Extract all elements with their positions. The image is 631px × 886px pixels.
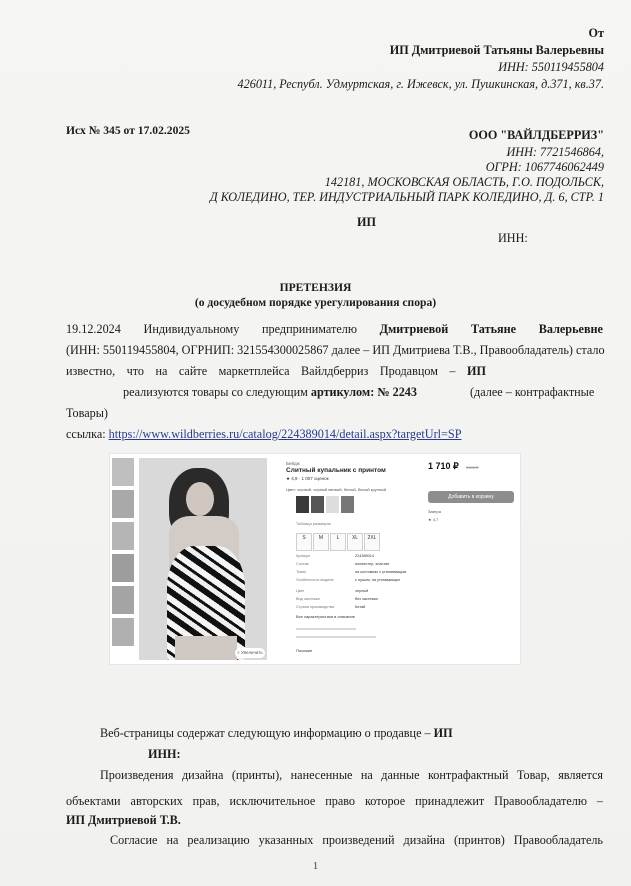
size-option[interactable]: S <box>296 533 312 551</box>
color-line: Цвет: черный, черный мелкий, белый, белый крупный <box>286 487 387 492</box>
color-swatch[interactable] <box>341 496 354 513</box>
seller-ip-inline: ИП <box>433 726 453 740</box>
text-word: известно, <box>66 364 116 378</box>
model-legs <box>175 636 237 660</box>
rightholder-name: Татьяне <box>470 322 517 336</box>
zoom-icon: ⌕ <box>237 650 240 655</box>
link-label: ссылка: <box>66 427 106 441</box>
text-word: Товар, <box>516 768 550 782</box>
text-word: Индивидуальному <box>143 322 240 336</box>
text-word: нанесенные <box>290 768 353 782</box>
all-specs-link[interactable]: Все характеристики и описание <box>296 614 355 619</box>
old-price: 1985 ₽ <box>466 465 479 470</box>
text-run: реализуются товары со следующим <box>123 385 308 399</box>
model-face <box>186 482 214 516</box>
recipient-name: ООО "ВАЙЛДБЕРРИЗ" <box>468 128 604 142</box>
text-word: Произведения <box>100 768 174 782</box>
spec-label: Артикул <box>296 554 311 558</box>
sender-inn: ИНН: 550119455804 <box>498 60 604 74</box>
text-word: сайте <box>178 364 208 378</box>
spec-label: Особенности модели <box>296 578 334 582</box>
product-link[interactable]: https://www.wildberries.ru/catalog/224389014/detail.aspx?targetUrl=SP <box>108 427 462 441</box>
spec-label: Страна производства <box>296 605 335 609</box>
seller-ip-inline: ИП <box>466 364 486 378</box>
recipient-inn: ИНН: 7721546864, <box>506 145 604 159</box>
gallery-thumbnail[interactable] <box>112 554 134 582</box>
spec-value: 224389014 <box>355 554 375 558</box>
text-word: – <box>449 364 456 378</box>
size-option[interactable]: M <box>313 533 329 551</box>
product-photo[interactable] <box>139 458 267 660</box>
rating[interactable]: ★ 4,9 · 1 007 оценок <box>286 476 329 481</box>
from-label: От <box>588 26 604 40</box>
similar-link[interactable]: Похожие <box>296 648 313 653</box>
paragraph-1-line-4 <box>123 385 417 400</box>
paragraph-4: Согласие на реализацию указанных произведений дизайна (принтов) Правообладатель <box>110 833 603 847</box>
color-swatch[interactable] <box>326 496 339 513</box>
text-word: Вайлдберриз <box>301 364 369 378</box>
zoom-label: Увеличить <box>241 650 263 655</box>
article-number: № 2243 <box>377 385 417 399</box>
spec-value: на костомках с утягивающим <box>355 570 407 574</box>
seller-inn: ИНН: <box>498 231 528 245</box>
text-word: контрафактный <box>427 768 509 782</box>
size-option[interactable]: L <box>330 533 346 551</box>
recipient-address-2: Д КОЛЕДИНО, ТЕР. ИНДУСТРИАЛЬНЫЙ ПАРК КОЛЕДИНО, Д. 6, СТР. 1 <box>209 190 604 204</box>
spec-value: Китай <box>355 605 366 609</box>
text-word: что <box>126 364 144 378</box>
paragraph-1-line-5: Товары) <box>66 406 108 420</box>
rightholder-patronymic: Валерьевне <box>538 322 603 336</box>
text-word: предпринимателю <box>262 322 357 336</box>
spec-label: Вид застежки <box>296 597 320 601</box>
paragraph-3-line-2: объектами авторских прав, исключительное право которое принадлежит Правообладателю – <box>66 794 603 808</box>
gallery-thumbnail[interactable] <box>112 618 134 646</box>
article-label: артикулом: <box>310 385 375 399</box>
gallery-thumbnail[interactable] <box>112 586 134 614</box>
paragraph-1-line-3 <box>66 364 486 379</box>
seller-rating: ★ 4,7 <box>428 517 439 522</box>
spec-label: Цвет <box>296 589 305 593</box>
sender-name: ИП Дмитриевой Татьяны Валерьевны <box>389 43 604 57</box>
link-line <box>66 427 461 442</box>
text-word: является <box>558 768 603 782</box>
seller-inn-inline: ИНН: <box>148 747 181 761</box>
spec-value: с пушом, на утягивающих <box>355 578 401 582</box>
spec-value: полиэстер, эластан <box>355 562 390 566</box>
sender-address: 426011, Республ. Удмуртская, г. Ижевск, ул. Пушкинская, д.371, кв.37. <box>237 77 604 91</box>
paragraph-1-line-1 <box>66 322 603 337</box>
text-word: данные <box>381 768 420 782</box>
seller-ip: ИП <box>357 215 376 229</box>
text-run: Веб-страницы содержат следующую информацию о продавце – <box>100 726 431 740</box>
outgoing-number: Исх № 345 от 17.02.2025 <box>66 124 190 137</box>
text-word: (принты), <box>231 768 283 782</box>
spec-label: Ткань <box>296 570 307 574</box>
size-table-link[interactable]: Таблица размеров <box>296 521 331 526</box>
date-text: 19.12.2024 <box>66 322 121 336</box>
zoom-button[interactable] <box>235 648 265 658</box>
paragraph-3-line-1 <box>100 768 603 783</box>
spec-value: без застежки <box>355 597 378 601</box>
size-option[interactable]: XL <box>347 533 363 551</box>
paragraph-1-line-2: (ИНН: 550119455804, ОГРНИП: 321554300025867 далее – ИП Дмитриева Т.В., Правообладатель) стало <box>66 343 605 357</box>
claim-title: ПРЕТЕНЗИЯ <box>279 281 352 294</box>
recipient-ogrn: ОГРН: 1067746062449 <box>485 160 604 174</box>
placeholder-line <box>296 636 376 638</box>
product-title: Слитный купальник с принтом <box>286 467 386 474</box>
gallery-thumbnail[interactable] <box>112 490 134 518</box>
text-word: Продавцом <box>379 364 438 378</box>
add-to-cart-button[interactable]: Добавить в корзину <box>428 491 514 503</box>
recipient-address-1: 142181, МОСКОВСКАЯ ОБЛАСТЬ, Г.О. ПОДОЛЬСК, <box>324 175 604 189</box>
paragraph-3-line-3: ИП Дмитриевой Т.В. <box>66 813 181 827</box>
gallery-thumbnail[interactable] <box>112 522 134 550</box>
text-word: на <box>360 768 373 782</box>
gallery-thumbnail[interactable] <box>112 458 134 486</box>
claim-subtitle: (о досудебном порядке урегулирования спора) <box>194 296 437 309</box>
text-word: маркетплейса <box>218 364 290 378</box>
color-swatch[interactable] <box>311 496 324 513</box>
breadcrumb[interactable]: Бейдж <box>286 461 300 466</box>
color-swatch[interactable] <box>296 496 309 513</box>
text-word: на <box>155 364 168 378</box>
delivery-info: Завтра <box>428 509 441 514</box>
paragraph-1-line-4-end: (далее – контрафактные <box>470 385 595 399</box>
rightholder-surname: Дмитриевой <box>379 322 449 336</box>
page-number: 1 <box>312 860 319 872</box>
spec-value: черный <box>355 589 369 593</box>
paragraph-2 <box>100 726 453 741</box>
product-page-screenshot <box>110 454 520 664</box>
size-option[interactable]: 2XL <box>364 533 380 551</box>
spec-label: Состав <box>296 562 309 566</box>
placeholder-line <box>296 628 356 630</box>
text-word: дизайна <box>181 768 224 782</box>
price: 1 710 ₽ <box>428 461 459 471</box>
